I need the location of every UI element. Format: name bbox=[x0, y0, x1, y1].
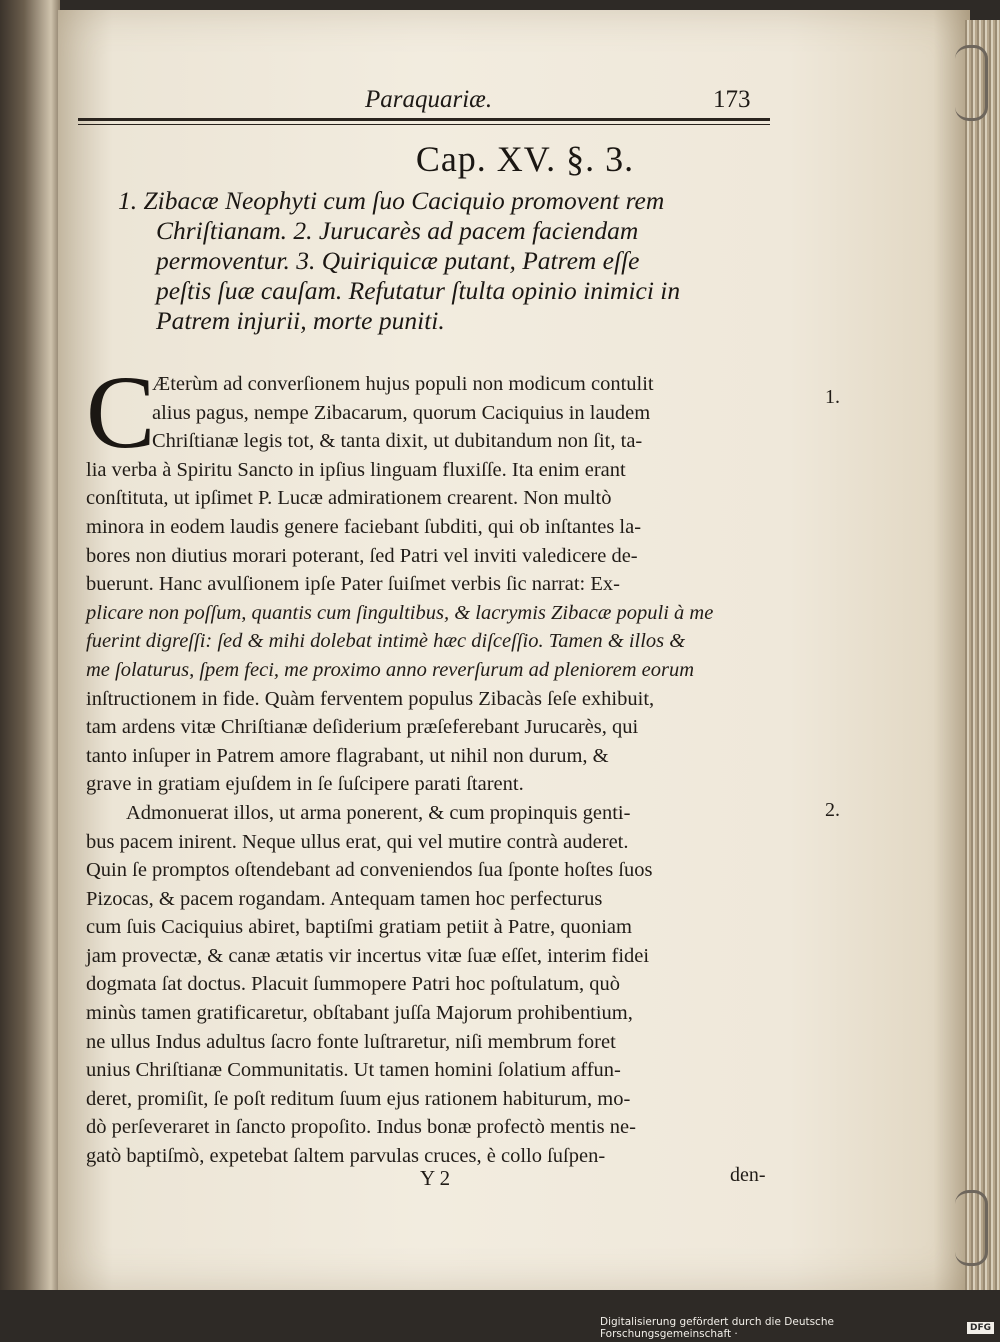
body-text bbox=[86, 355, 786, 1171]
body-line: unius Chriſtianæ Communitatis. Ut tamen homini ſolatium affun- bbox=[86, 1059, 621, 1082]
body-line: Pizocas, & pacem rogandam. Antequam tamen hoc perfecturus bbox=[86, 887, 603, 910]
italic-text: me ſolaturus, ſpem feci, me proximo anno reverſurum ad pleniorem eorum bbox=[86, 658, 695, 681]
italic-text: plicare non poſſum, quantis cum ſingultibus, & lacrymis Zibacæ populi à me bbox=[86, 601, 714, 624]
body-line: bores non diutius morari poterant, ſed Patri vel inviti valedicere de- bbox=[86, 544, 638, 567]
body-line: cum ſuis Caciquius abiret, baptiſmi gratiam petiit à Patre, quoniam bbox=[86, 916, 632, 939]
body-line: lia verba à Spiritu Sancto in ipſius linguam fluxiſſe. Ita enim erant bbox=[86, 458, 626, 481]
body-line: Admonuerat illos, ut arma ponerent, & cum propinquis genti- bbox=[126, 801, 631, 824]
body-line: tanto inſuper in Patrem amore flagrabant, ut nihil non durum, & bbox=[86, 744, 609, 767]
body-line-italic bbox=[86, 656, 786, 685]
binding-clip-bottom bbox=[955, 1190, 988, 1266]
catchword: den- bbox=[730, 1164, 766, 1186]
margin-note: 1. bbox=[825, 386, 840, 408]
body-line: inſtructionem in fide. Quàm ferventem populus Zibacàs ſeſe exhibuit, bbox=[86, 687, 655, 710]
chapter-summary bbox=[118, 186, 808, 336]
header-rule-thin bbox=[78, 124, 770, 125]
binding-clip-top bbox=[955, 45, 988, 121]
body-line-italic bbox=[86, 599, 786, 628]
summary-line: Patrem injurii, morte puniti. bbox=[156, 306, 445, 335]
body-line: minùs tamen gratificaretur, obſtabant juſſa Majorum prohibentium, bbox=[86, 1002, 633, 1025]
drop-cap: C bbox=[86, 355, 156, 470]
summary-line: 1. Zibacæ Neophyti cum ſuo Caciquio promovent rem bbox=[118, 186, 665, 215]
body-line: conſtituta, ut ipſimet P. Lucæ admirationem crearent. Non multò bbox=[86, 487, 612, 510]
margin-note: 2. bbox=[825, 799, 840, 821]
page-number: 173 bbox=[713, 86, 751, 113]
page-stack-edge bbox=[965, 20, 1000, 1290]
footer-credit bbox=[600, 1314, 1000, 1342]
summary-line: permoventur. 3. Quiriquicæ putant, Patrem eſſe bbox=[156, 246, 640, 275]
chapter-heading: Cap. XV. §. 3. bbox=[415, 139, 635, 179]
body-line: buerunt. Hanc avulſionem ipſe Pater ſuiſmet verbis ſic narrat: Ex- bbox=[86, 573, 620, 596]
body-line: ne ullus Indus adultus ſacro fonte luſtraretur, niſi membrum foret bbox=[86, 1030, 616, 1053]
body-line-italic bbox=[86, 627, 786, 656]
running-head: Paraquariæ. bbox=[365, 86, 493, 113]
body-line: grave in gratiam ejuſdem in ſe ſuſcipere parati ſtarent. bbox=[86, 773, 524, 796]
body-line: gatò baptiſmò, expetebat ſaltem parvulas cruces, è collo ſuſpen- bbox=[86, 1145, 606, 1168]
signature-mark: Y 2 bbox=[420, 1166, 451, 1190]
body-line: deret, promiſit, ſe poſt reditum ſuum ejus rationem habiturum, mo- bbox=[86, 1087, 631, 1110]
dfg-logo-icon: DFG bbox=[967, 1322, 994, 1334]
summary-line: Chriſtianam. 2. Jurucarès ad pacem faciendam bbox=[156, 216, 639, 245]
body-line: dò perſeveraret in ſancto propoſito. Indus bonæ profectò mentis ne- bbox=[86, 1116, 636, 1139]
previous-page-edge bbox=[0, 0, 60, 1290]
footer-text: Digitalisierung gefördert durch die Deutsche Forschungsgemeinschaft · bbox=[600, 1316, 834, 1340]
summary-line: peſtis ſuæ cauſam. Refutatur ſtulta opinio inimici in bbox=[156, 276, 681, 305]
body-line: alius pagus, nempe Zibacarum, quorum Caciquius in laudem bbox=[152, 401, 651, 424]
body-line: Æterùm ad converſionem hujus populi non modicum contulit bbox=[152, 373, 654, 395]
body-line: Chriſtianæ legis tot, & tanta dixit, ut dubitandum non ſit, ta- bbox=[152, 430, 643, 453]
body-line: dogmata ſat doctus. Placuit ſummopere Patri hoc poſtulatum, quò bbox=[86, 973, 621, 996]
body-line: minora in eodem laudis genere faciebant ſubditi, qui ob inſtantes la- bbox=[86, 515, 642, 538]
header-rule bbox=[78, 118, 770, 121]
body-line: jam provectæ, & canæ ætatis vir incertus vitæ ſuæ eſſet, interim fidei bbox=[86, 944, 650, 967]
body-line: bus pacem inirent. Neque ullus erat, qui vel mutire contrà auderet. bbox=[86, 830, 629, 853]
body-line: Quin ſe promptos oſtendebant ad conveniendos ſua ſponte hoſtes ſuos bbox=[86, 859, 653, 882]
body-line: tam ardens vitæ Chriſtianæ deſiderium præſeferebant Jurucarès, qui bbox=[86, 716, 639, 739]
italic-text: fuerint digreſſi: ſed & mihi dolebat intimè hæc diſceſſio. Tamen & illos & bbox=[86, 630, 686, 653]
